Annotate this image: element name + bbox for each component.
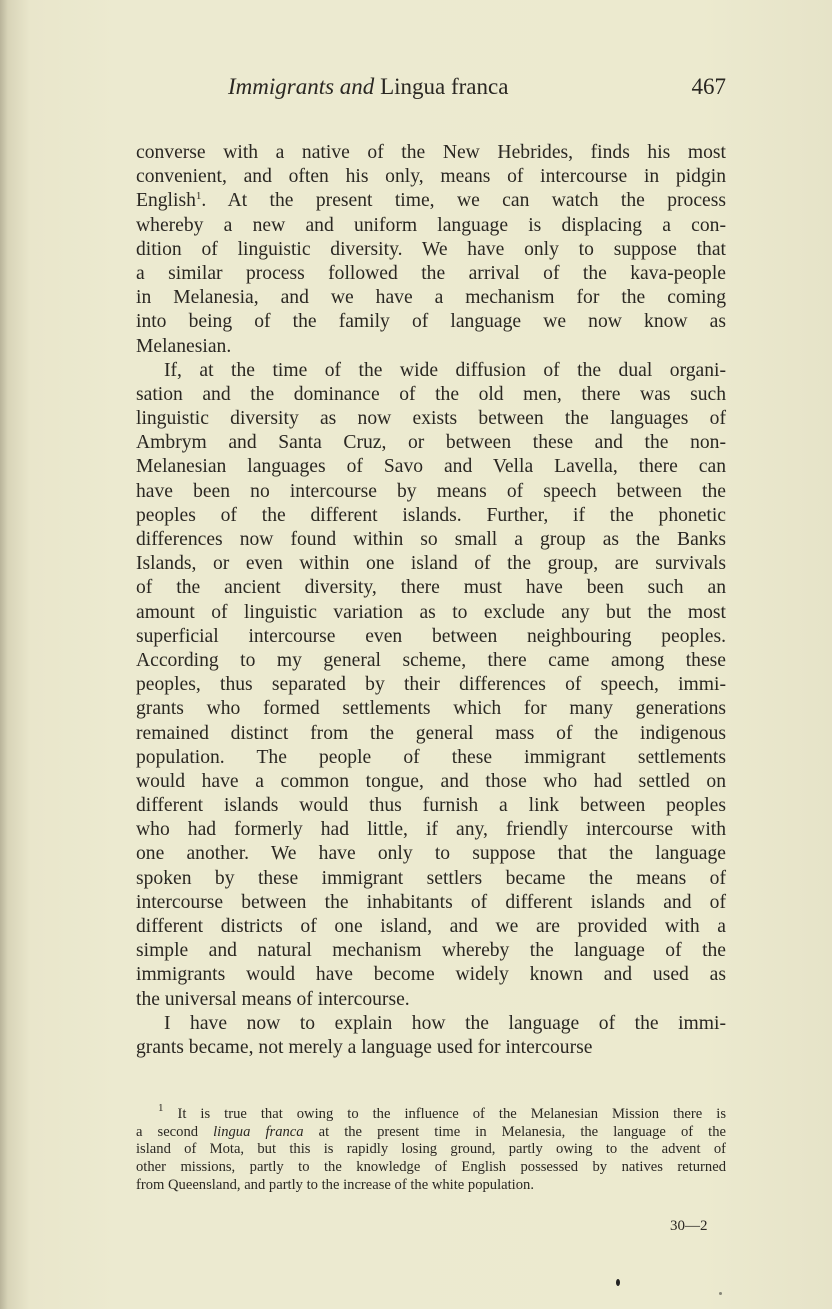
text-run: one another. We have only to suppose that the language xyxy=(136,843,726,865)
text-run: from Queensland, and partly to the increase of the white population. xyxy=(136,1176,534,1193)
text-run: peoples of the different islands. Further, if the phonetic xyxy=(136,504,726,526)
text-line xyxy=(136,1012,726,1036)
text-run: convenient, and often his only, means of intercourse in pidgin xyxy=(136,166,726,188)
text-run: whereby a new and uniform language is displacing a con- xyxy=(136,214,726,236)
text-line xyxy=(136,165,726,189)
text-line xyxy=(136,649,726,673)
text-run: have been no intercourse by means of speech between the xyxy=(136,480,726,502)
text-line xyxy=(136,746,726,770)
text-run: Melanesian languages of Savo and Vella Lavella, there can xyxy=(136,456,726,478)
text-run: lingua franca xyxy=(213,1123,304,1140)
text-run: English xyxy=(136,190,196,212)
text-run: in Melanesia, and we have a mechanism for the coming xyxy=(136,287,726,309)
text-run: superficial intercourse even between neighbouring peoples. xyxy=(136,625,726,647)
text-line xyxy=(136,770,726,794)
text-line xyxy=(136,915,726,939)
footnote xyxy=(136,1102,726,1194)
text-run: immigrants would have become widely known and used as xyxy=(136,964,726,986)
text-run: Islands, or even within one island of the group, are survivals xyxy=(136,553,726,575)
footnote-marker: 1 xyxy=(158,1102,164,1114)
text-run: linguistic diversity as now exists between the languages of xyxy=(136,408,726,430)
text-run: would have a common tongue, and those who had settled on xyxy=(136,770,726,792)
text-run: at the present time in Melanesia, the language of the xyxy=(303,1123,726,1140)
running-header xyxy=(136,74,726,104)
body-text xyxy=(136,141,726,1060)
text-line xyxy=(136,988,726,1012)
text-run: converse with a native of the New Hebrides, finds his most xyxy=(136,142,726,163)
text-line xyxy=(136,504,726,528)
text-line xyxy=(136,601,726,625)
text-line xyxy=(136,576,726,600)
text-run: According to my general scheme, there came among these xyxy=(136,649,726,671)
text-line xyxy=(136,286,726,310)
text-run: island of Mota, but this is rapidly losing ground, partly owing to the advent of xyxy=(136,1141,726,1158)
text-line xyxy=(136,189,726,213)
text-run: differences now found within so small a group as the Banks xyxy=(136,529,726,550)
text-line xyxy=(136,480,726,504)
text-run: different islands would thus furnish a link between peoples xyxy=(136,795,726,817)
text-run: grants who formed settlements which for many generations xyxy=(136,698,726,720)
text-line xyxy=(136,455,726,479)
text-line xyxy=(136,359,726,383)
footnote-line xyxy=(136,1124,726,1142)
text-run: Ambrym and Santa Cruz, or between these and the non- xyxy=(136,432,726,454)
text-line xyxy=(136,722,726,746)
footnote-line xyxy=(136,1159,726,1177)
text-run: a similar process followed the arrival of the kava-people xyxy=(136,262,726,284)
text-line xyxy=(136,867,726,891)
text-line xyxy=(136,963,726,987)
footnote-line xyxy=(136,1141,726,1159)
scan-speck xyxy=(719,1292,722,1295)
text-run: population. The people of these immigrant settlements xyxy=(136,746,726,768)
text-line xyxy=(136,673,726,697)
footnote-line xyxy=(136,1102,726,1124)
text-line xyxy=(136,891,726,915)
text-run: remained distinct from the general mass of the indigenous xyxy=(136,722,726,744)
footnote-marker: 1 xyxy=(195,190,202,203)
text-line xyxy=(136,431,726,455)
text-run: other missions, partly to the knowledge of English possessed by natives returned xyxy=(136,1159,726,1176)
text-line xyxy=(136,214,726,238)
text-run: of the ancient diversity, there must have been such an xyxy=(136,577,726,599)
text-line xyxy=(136,842,726,866)
text-run: peoples, thus separated by their differences of speech, immi- xyxy=(136,674,726,696)
text-line xyxy=(136,335,726,359)
text-run: spoken by these immigrant settlers became the means of xyxy=(136,867,726,889)
text-run: the universal means of intercourse. xyxy=(136,988,410,1010)
signature-mark: 30—2 xyxy=(670,1218,708,1234)
text-run: I have now to explain how the language of the immi- xyxy=(164,1012,726,1034)
text-line xyxy=(136,625,726,649)
text-line xyxy=(136,528,726,552)
page-number: 467 xyxy=(691,74,726,99)
text-run: different districts of one island, and we are provided with a xyxy=(136,916,726,937)
text-run: sation and the dominance of the old men, there was such xyxy=(136,383,726,405)
text-run: simple and natural mechanism whereby the language of the xyxy=(136,940,726,962)
text-run: If, at the time of the wide diffusion of the dual organi- xyxy=(164,359,726,381)
text-run: dition of linguistic diversity. We have only to suppose that xyxy=(136,238,726,260)
text-line xyxy=(136,552,726,576)
text-line xyxy=(136,697,726,721)
running-title-italic: Immigrants and xyxy=(228,74,375,99)
scan-speck xyxy=(616,1279,620,1286)
text-run: a second xyxy=(136,1123,214,1140)
text-run: . At the present time, we can watch the process xyxy=(201,190,726,212)
running-title-roman: Lingua franca xyxy=(380,74,509,99)
text-run: amount of linguistic variation as to exclude any but the most xyxy=(136,601,726,623)
text-line xyxy=(136,1036,726,1060)
text-line xyxy=(136,818,726,842)
text-run: grants became, not merely a language used for intercourse xyxy=(136,1036,593,1058)
text-run: into being of the family of language we now know as xyxy=(136,311,726,333)
text-run: Melanesian. xyxy=(136,335,232,357)
text-line xyxy=(136,141,726,165)
text-line xyxy=(136,794,726,818)
text-line xyxy=(136,262,726,286)
text-run: It is true that owing to the influence of the Melanesian Mission there is xyxy=(163,1106,726,1122)
text-line xyxy=(136,310,726,334)
footnote-line xyxy=(136,1177,726,1195)
running-title xyxy=(228,74,508,100)
text-run: intercourse between the inhabitants of different islands and of xyxy=(136,891,726,913)
text-line xyxy=(136,407,726,431)
text-run: who had formerly had little, if any, friendly intercourse with xyxy=(136,819,726,841)
text-line xyxy=(136,238,726,262)
text-line xyxy=(136,939,726,963)
text-line xyxy=(136,383,726,407)
